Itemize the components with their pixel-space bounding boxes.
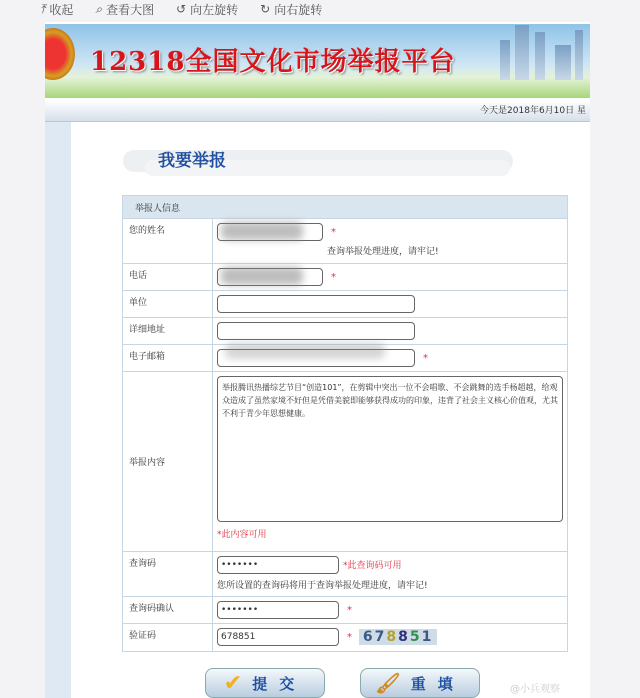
captcha-image[interactable]: 678851 <box>359 629 438 645</box>
image-viewer-toolbar <box>40 0 322 18</box>
privacy-blur <box>225 343 385 359</box>
rotate-left-button[interactable]: ↺ 向左旋转 <box>176 2 239 17</box>
reset-button[interactable] <box>360 668 480 698</box>
building-icon <box>575 30 583 80</box>
building-icon <box>515 25 529 80</box>
privacy-blur <box>221 267 303 285</box>
name-hint: 查询举报处理进度，请牢记! <box>327 247 439 257</box>
phone-label: 电话 <box>123 264 213 291</box>
rotate-right-icon: ↻ <box>260 2 271 16</box>
address-input[interactable] <box>217 322 415 340</box>
query-code-input[interactable]: ••••••• <box>217 556 339 574</box>
query-code-hint: 您所设置的查询码将用于查询举报处理进度，请牢记! <box>217 581 428 591</box>
submit-label: 提交 <box>252 674 307 693</box>
section-header: 举报人信息 <box>123 196 568 219</box>
rotate-right-button[interactable]: ↻ 向右旋转 <box>260 2 323 17</box>
building-icon <box>500 40 510 80</box>
building-icon <box>535 32 545 80</box>
captcha-label: 验证码 <box>123 624 213 652</box>
required-mark: * <box>347 604 352 616</box>
watermark: @小兵观察 <box>510 684 560 695</box>
report-form <box>122 195 568 652</box>
confirm-code-label: 查询码确认 <box>123 597 213 624</box>
submit-button[interactable] <box>205 668 325 698</box>
date-bar: 今天是2018年6月10日 星 <box>45 100 590 122</box>
page-title: 我要举报 <box>158 151 226 171</box>
rotate-left-icon: ↺ <box>176 2 187 16</box>
unit-label: 单位 <box>123 291 213 318</box>
reset-label: 重填 <box>410 674 465 693</box>
brush-icon: 🖌 <box>375 671 401 695</box>
email-label: 电子邮箱 <box>123 345 213 372</box>
building-icon <box>555 45 571 80</box>
query-code-label: 查询码 <box>123 552 213 597</box>
query-code-status: *此查询码可用 <box>343 560 402 571</box>
collapse-icon: ⤒ <box>40 1 46 16</box>
checkmark-icon: ✔ <box>223 670 243 696</box>
content-label: 举报内容 <box>123 372 213 552</box>
left-stripe <box>45 122 71 698</box>
name-label: 您的姓名 <box>123 219 213 264</box>
national-emblem-icon <box>45 28 75 80</box>
collapse-button[interactable]: ⤒ 收起 <box>40 1 74 17</box>
required-mark: * <box>331 226 336 238</box>
confirm-code-input[interactable]: ••••••• <box>217 601 339 619</box>
site-banner <box>45 24 590 98</box>
view-large-button[interactable]: ⌕ 查看大图 <box>95 1 155 17</box>
content-textarea[interactable] <box>217 376 563 522</box>
required-mark: * <box>331 271 336 283</box>
required-mark: * <box>423 352 428 364</box>
content-status: *此内容可用 <box>217 530 267 540</box>
required-mark: * <box>347 631 352 643</box>
address-label: 详细地址 <box>123 318 213 345</box>
banner-title: 12318全国文化市场举报平台 <box>90 47 456 77</box>
report-page <box>45 22 590 698</box>
unit-input[interactable] <box>217 295 415 313</box>
captcha-input[interactable]: 678851 <box>217 628 339 646</box>
search-icon: ⌕ <box>95 1 103 16</box>
privacy-blur <box>221 222 303 240</box>
